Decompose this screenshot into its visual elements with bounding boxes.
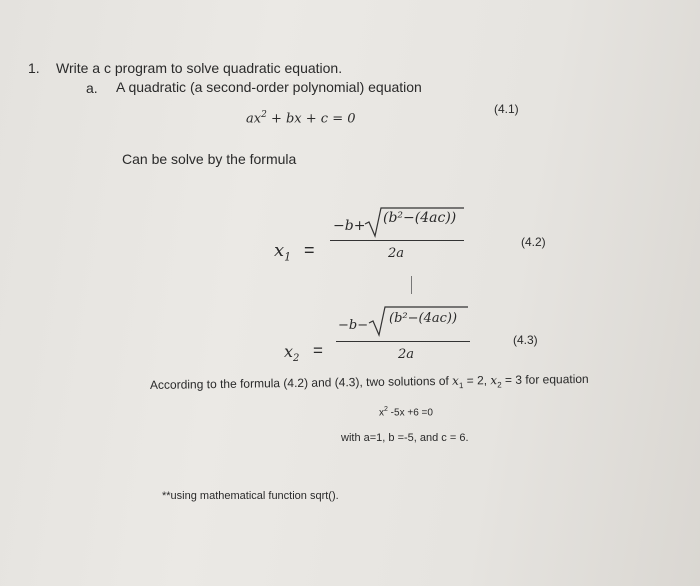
equation-number-4-1: (4.1) (494, 102, 519, 116)
example-rest: -5x +6 =0 (387, 407, 433, 419)
eq43-numerator-prefix: −b− (338, 318, 369, 333)
according-eq1: = 2, (463, 373, 491, 388)
eq41-rest: + bx + c = 0 (266, 111, 356, 127)
according-x1: x (452, 373, 459, 388)
eq43-fraction-bar (336, 341, 470, 342)
according-eq2: = 3 for equation (501, 371, 589, 388)
equation-number-4-2: (4.2) (521, 235, 546, 249)
eq43-x: x (284, 342, 294, 361)
with-text: with a=1, b =-5, and c = 6. (341, 432, 469, 444)
eq43-radicand: (b²−(4ac)) (389, 311, 458, 326)
eq42-denominator: 2a (388, 246, 405, 261)
eq43-subscript: 2 (293, 353, 300, 365)
eq42-fraction-bar (330, 240, 464, 241)
eq42-lhs (274, 240, 291, 264)
eq43-equals: = (313, 341, 323, 360)
stray-mark (411, 276, 412, 294)
example-exponent: 2 (384, 406, 388, 413)
eq42-x: x (274, 240, 285, 261)
according-body: According to the formula (4.2) and (4.3), two solutions of (149, 373, 453, 392)
question-title: Write a c program to solve quadratic equation. (56, 60, 343, 76)
eq42-subscript: 1 (284, 250, 292, 264)
eq43-denominator: 2a (398, 347, 415, 362)
according-x2-sub: 2 (497, 380, 502, 390)
eq42-equals: = (304, 240, 315, 260)
according-x1-sub: 1 (458, 381, 464, 391)
sqrt-note: **using mathematical function sqrt(). (162, 490, 339, 502)
eq42-numerator-prefix: −b+ (333, 218, 366, 234)
equation-number-4-3: (4.3) (513, 333, 538, 347)
example-equation (379, 406, 433, 418)
equation-4-1 (246, 110, 356, 126)
according-text (150, 372, 589, 395)
subquestion-label: a. (86, 80, 98, 96)
eq41-exponent: 2 (261, 110, 267, 120)
eq41-ax: ax (246, 111, 262, 127)
subquestion-text: A quadratic (a second-order polynomial) equation (116, 79, 422, 95)
example-x: x (379, 407, 384, 419)
eq42-radicand: (b²−(4ac)) (383, 210, 457, 226)
eq43-lhs (284, 342, 299, 364)
question-number: 1. (28, 60, 40, 76)
solve-text: Can be solve by the formula (122, 151, 297, 167)
according-x2: x (490, 373, 498, 388)
